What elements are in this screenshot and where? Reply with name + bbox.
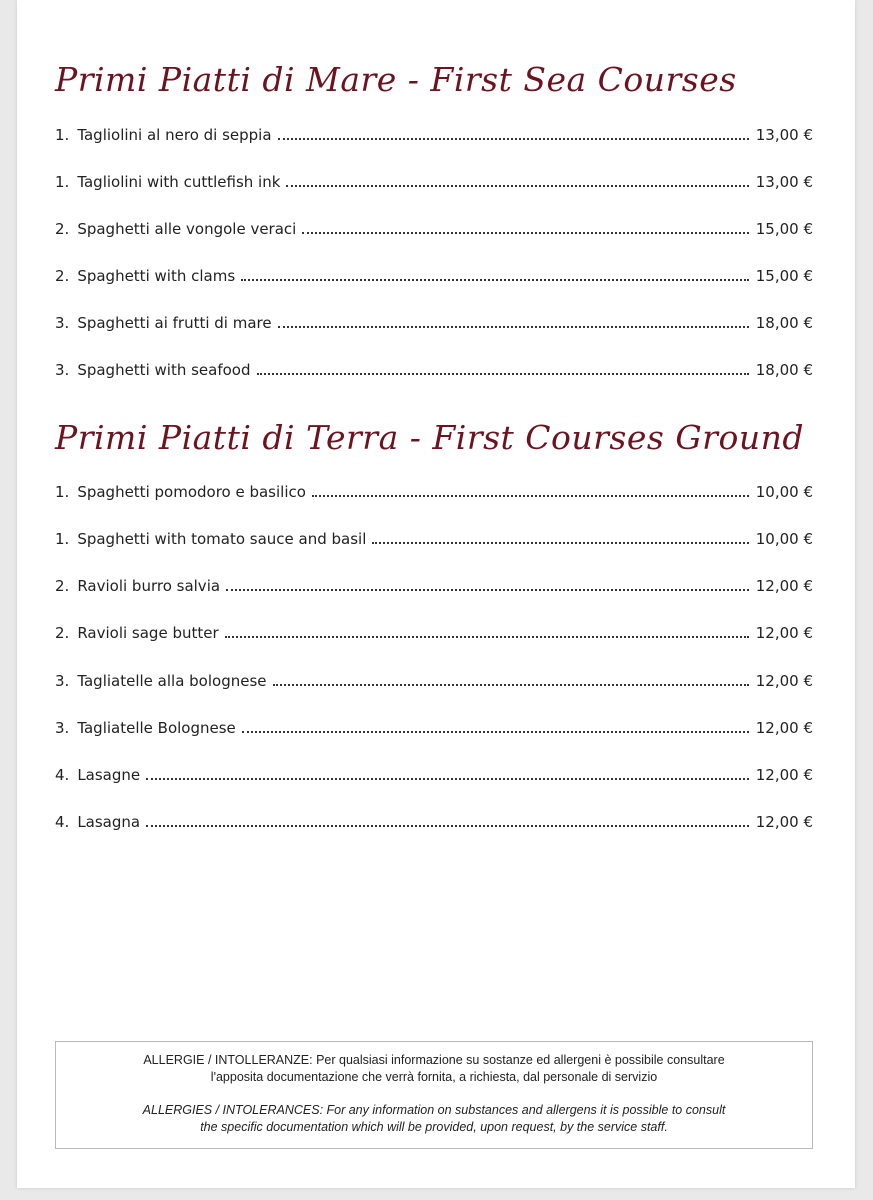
menu-page	[17, 0, 855, 1188]
item-name: Lasagna	[77, 813, 141, 831]
menu-item	[55, 169, 813, 191]
section-title-sea: Primi Piatti di Mare - First Sea Courses	[55, 60, 737, 99]
menu-item	[55, 310, 813, 332]
leader-dots	[257, 372, 750, 375]
item-name: Spaghetti with clams	[77, 267, 236, 285]
item-price: 15,00 €	[755, 267, 813, 285]
item-number: 2.	[55, 267, 70, 285]
menu-item	[55, 668, 813, 690]
leader-dots	[372, 541, 749, 544]
item-number: 1.	[55, 126, 70, 144]
item-price: 18,00 €	[755, 314, 813, 332]
menu-item	[55, 216, 813, 238]
item-number: 3.	[55, 314, 70, 332]
menu-item	[55, 122, 813, 144]
notice-italian	[56, 1052, 812, 1086]
notice-italian-line2: l'apposita documentazione che verrà fornita, a richiesta, dal personale di servizio	[210, 1070, 658, 1084]
item-name: Tagliatelle Bolognese	[77, 719, 236, 737]
menu-item	[55, 809, 813, 831]
item-price: 15,00 €	[755, 220, 813, 238]
item-price: 12,00 €	[755, 672, 813, 690]
leader-dots	[273, 683, 749, 686]
leader-dots	[146, 777, 749, 780]
menu-item	[55, 357, 813, 379]
leader-dots	[302, 231, 749, 234]
leader-dots	[242, 730, 749, 733]
item-price: 12,00 €	[755, 577, 813, 595]
leader-dots	[312, 494, 749, 497]
item-price: 13,00 €	[755, 173, 813, 191]
notice-english-line2: the specific documentation which will be provided, upon request, by the service staff.	[200, 1120, 668, 1134]
menu-item	[55, 620, 813, 642]
item-number: 3.	[55, 672, 70, 690]
item-number: 2.	[55, 577, 70, 595]
item-name: Tagliolini al nero di seppia	[77, 126, 272, 144]
item-name: Ravioli burro salvia	[77, 577, 221, 595]
item-number: 4.	[55, 813, 70, 831]
item-number: 4.	[55, 766, 70, 784]
item-number: 1.	[55, 483, 70, 501]
leader-dots	[278, 325, 749, 328]
menu-item	[55, 263, 813, 285]
leader-dots	[226, 588, 749, 591]
item-number: 3.	[55, 719, 70, 737]
item-price: 18,00 €	[755, 361, 813, 379]
item-price: 13,00 €	[755, 126, 813, 144]
item-number: 1.	[55, 173, 70, 191]
notice-english-line1: ALLERGIES / INTOLERANCES: For any information on substances and allergens it is possible to consult	[142, 1103, 726, 1117]
leader-dots	[286, 184, 749, 187]
item-price: 12,00 €	[755, 624, 813, 642]
item-number: 2.	[55, 624, 70, 642]
section-title-ground: Primi Piatti di Terra - First Courses Ground	[55, 418, 804, 457]
item-name: Spaghetti with seafood	[77, 361, 251, 379]
leader-dots	[225, 635, 749, 638]
item-name: Ravioli sage butter	[77, 624, 219, 642]
menu-item	[55, 715, 813, 737]
leader-dots	[146, 824, 749, 827]
item-name: Tagliatelle alla bolognese	[77, 672, 267, 690]
item-price: 10,00 €	[755, 530, 813, 548]
item-name: Spaghetti ai frutti di mare	[77, 314, 272, 332]
item-price: 12,00 €	[755, 719, 813, 737]
item-name: Tagliolini with cuttlefish ink	[77, 173, 281, 191]
item-number: 1.	[55, 530, 70, 548]
menu-item	[55, 479, 813, 501]
leader-dots	[241, 278, 749, 281]
item-price: 12,00 €	[755, 766, 813, 784]
item-price: 10,00 €	[755, 483, 813, 501]
item-name: Spaghetti alle vongole veraci	[77, 220, 297, 238]
menu-item	[55, 762, 813, 784]
item-name: Spaghetti pomodoro e basilico	[77, 483, 306, 501]
item-name: Spaghetti with tomato sauce and basil	[77, 530, 367, 548]
leader-dots	[278, 137, 749, 140]
menu-item	[55, 526, 813, 548]
item-name: Lasagne	[77, 766, 141, 784]
allergen-notice	[55, 1041, 813, 1149]
notice-english	[56, 1102, 812, 1136]
item-price: 12,00 €	[755, 813, 813, 831]
notice-italian-line1: ALLERGIE / INTOLLERANZE: Per qualsiasi informazione su sostanze ed allergeni è possibile consultare	[143, 1053, 725, 1067]
item-number: 3.	[55, 361, 70, 379]
menu-item	[55, 573, 813, 595]
item-number: 2.	[55, 220, 70, 238]
